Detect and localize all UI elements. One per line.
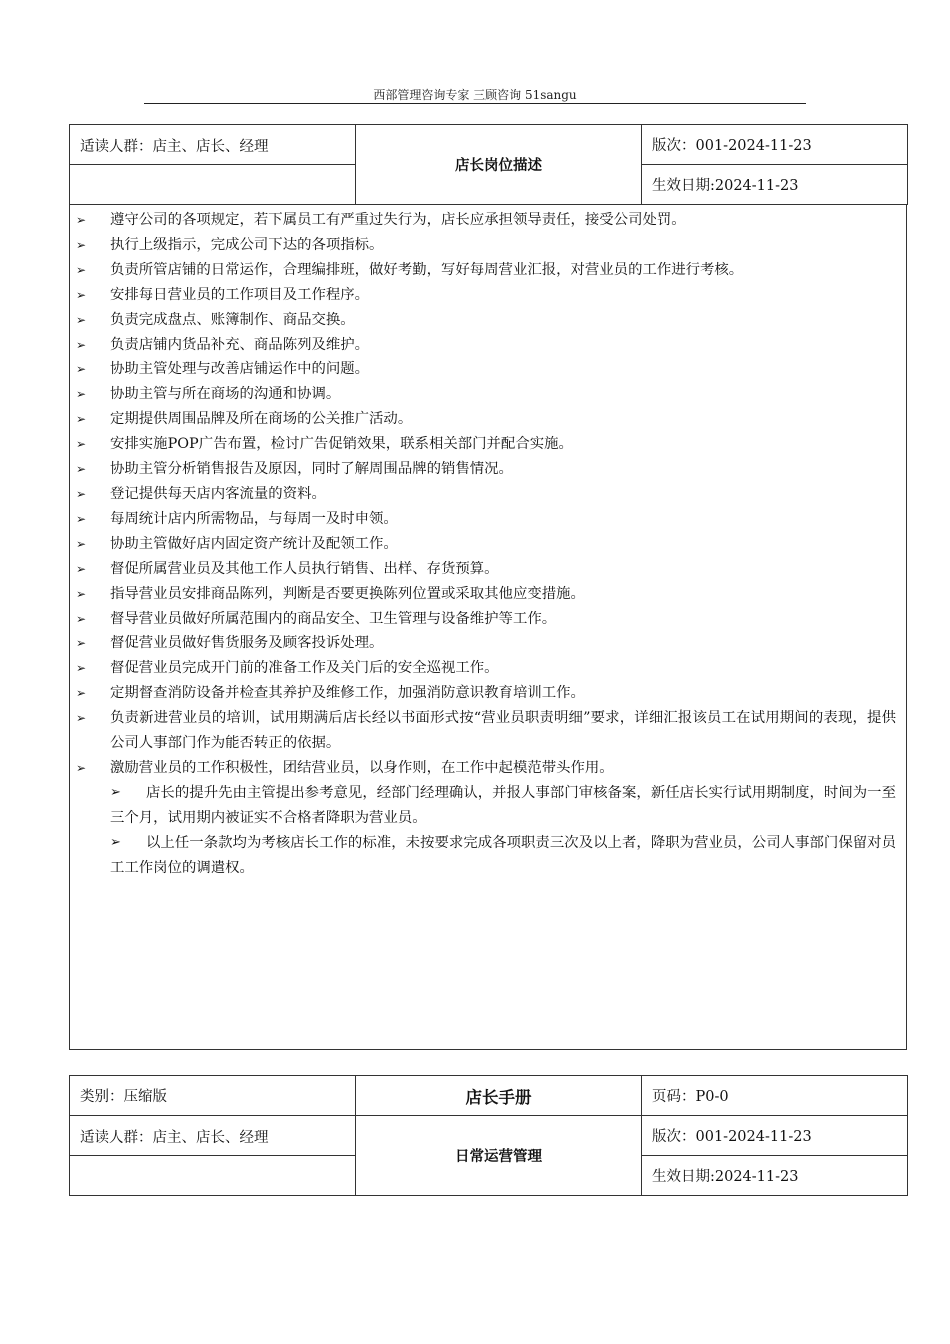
arrow-bullet-icon: ➢ [76,636,87,651]
arrow-bullet-icon: ➢ [76,661,87,676]
duty-item: ➢ 协助主管做好店内固定资产统计及配领工作。 [110,532,896,557]
duty-item: ➢ 负责店铺内货品补充、商品陈列及维护。 [110,333,896,358]
arrow-bullet-icon: ➢ [110,784,121,800]
arrow-bullet-icon: ➢ [76,711,87,726]
duty-item: ➢ 负责完成盘点、账簿制作、商品交换。 [110,308,896,333]
page-header: 西部管理咨询专家 三顾咨询 51sangu [373,88,577,102]
duty-item: ➢ 每周统计店内所需物品，与每周一及时申领。 [110,507,896,532]
arrow-bullet-icon: ➢ [76,561,87,576]
version-cell: 版次：001-2024-11-23 [642,1116,908,1156]
duty-item: ➢ 负责所管店铺的日常运作，合理编排班，做好考勤，写好每周营业汇报，对营业员的工作进行考核。 [110,258,896,283]
empty-cell [70,1156,356,1196]
duty-item: ➢ 安排每日营业员的工作项目及工作程序。 [110,283,896,308]
duty-item: ➢ 指导营业员安排商品陈列，判断是否要更换陈列位置或采取其他应变措施。 [110,582,896,607]
arrow-bullet-icon: ➢ [76,586,87,601]
effective-date-cell: 生效日期:2024-11-23 [642,165,908,205]
arrow-bullet-icon: ➢ [76,486,87,501]
duty-item: ➢ 定期提供周围品牌及所在商场的公关推广活动。 [110,407,896,432]
arrow-bullet-icon: ➢ [76,287,87,302]
duty-item: ➢ 督促营业员做好售货服务及顾客投诉处理。 [110,631,896,656]
arrow-bullet-icon: ➢ [76,437,87,452]
arrow-bullet-icon: ➢ [76,312,87,327]
duty-item: ➢ 协助主管与所在商场的沟通和协调。 [110,382,896,407]
duty-item: ➢ 安排实施POP广告布置，检讨广告促销效果，联系相关部门并配合实施。 [110,432,896,457]
section-title: 日常运营管理 [356,1116,642,1196]
arrow-bullet-icon: ➢ [76,213,87,227]
page-code-cell: 页码：P0-0 [642,1076,908,1116]
arrow-bullet-icon: ➢ [76,686,87,701]
duty-item: ➢ 登记提供每天店内客流量的资料。 [110,482,896,507]
duty-item: ➢ 协助主管处理与改善店铺运作中的问题。 [110,357,896,382]
assessment-paragraph: ➢ 以上任一条款均为考核店长工作的标准，未按要求完成各项职责三次及以上者，降职为营业员，公司人事部门保留对员工工作岗位的调遣权。 [70,831,906,881]
arrow-bullet-icon: ➢ [76,462,87,477]
arrow-bullet-icon: ➢ [76,337,87,352]
duty-item: ➢ 督促所属营业员及其他工作人员执行销售、出样、存货预算。 [110,557,896,582]
arrow-bullet-icon: ➢ [76,760,87,775]
promotion-paragraph: ➢ 店长的提升先由主管提出参考意见，经部门经理确认，并报人事部门审核备案，新任店长实行试用期制度，时间为一至三个月，试用期内被证实不合格者降职为营业员。 [70,781,906,831]
empty-cell [70,165,356,205]
duty-item: ➢ 负责新进营业员的培训，试用期满后店长经以书面形式按“营业员职责明细”要求，详细汇报该员工在试用期间的表现，提供公司人事部门作为能否转正的依据。 [110,706,896,756]
duty-item: ➢ 激励营业员的工作积极性，团结营业员，以身作则，在工作中起模范带头作用。 [110,756,896,781]
arrow-bullet-icon: ➢ [76,362,87,377]
manual-title: 店长手册 [356,1076,642,1116]
duty-item: ➢ 执行上级指示，完成公司下达的各项指标。 [110,233,896,258]
audience-cell: 适读人群：店主、店长、经理 [70,125,356,165]
bottom-info-table [69,1075,908,1196]
arrow-bullet-icon: ➢ [76,237,87,252]
arrow-bullet-icon: ➢ [110,834,121,850]
header-rule [144,103,806,104]
arrow-bullet-icon: ➢ [76,536,87,551]
version-cell: 版次：001-2024-11-23 [642,125,908,165]
top-info-table [69,124,908,205]
category-cell: 类别：压缩版 [70,1076,356,1116]
duty-item: ➢ 定期督查消防设备并检查其养护及维修工作，加强消防意识教育培训工作。 [110,681,896,706]
duty-item: ➢ 协助主管分析销售报告及原因，同时了解周围品牌的销售情况。 [110,457,896,482]
duties-body [69,204,907,1050]
arrow-bullet-icon: ➢ [76,387,87,402]
doc-title: 店长岗位描述 [356,125,642,205]
duties-list [70,204,906,781]
duty-item: ➢ 遵守公司的各项规定，若下属员工有严重过失行为，店长应承担领导责任，接受公司处罚。 [110,208,896,233]
duty-item: ➢ 督导营业员做好所属范围内的商品安全、卫生管理与设备维护等工作。 [110,607,896,632]
arrow-bullet-icon: ➢ [76,262,87,277]
effective-date-cell: 生效日期:2024-11-23 [642,1156,908,1196]
arrow-bullet-icon: ➢ [76,412,87,427]
arrow-bullet-icon: ➢ [76,511,87,526]
duty-item: ➢ 督促营业员完成开门前的准备工作及关门后的安全巡视工作。 [110,656,896,681]
arrow-bullet-icon: ➢ [76,611,87,626]
audience-cell: 适读人群：店主、店长、经理 [70,1116,356,1156]
